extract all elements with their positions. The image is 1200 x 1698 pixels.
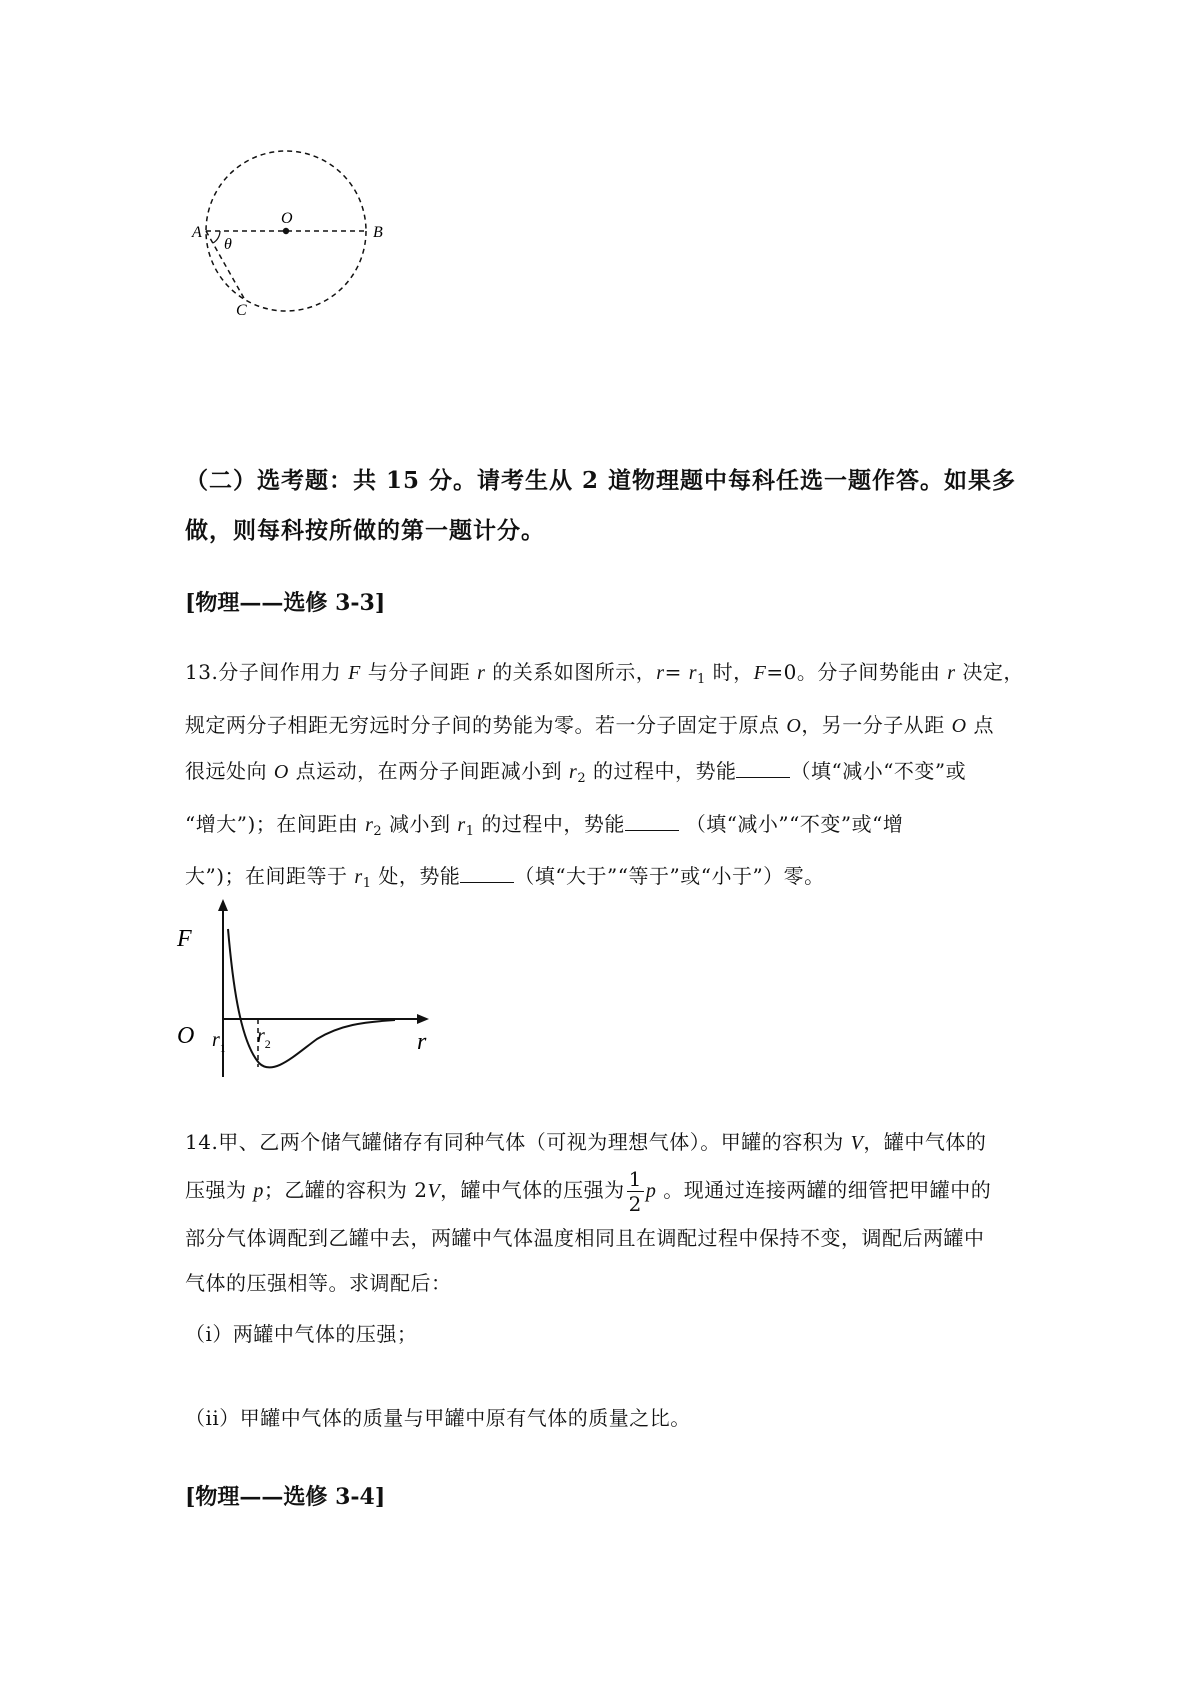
section-heading-line1: （二）选考题：共 15 分。请考生从 2 道物理题中每科任选一题作答。如果多	[185, 467, 1017, 494]
y-axis-arrow	[218, 899, 228, 911]
q14-line1: 14.甲、乙两个储气罐储存有同种气体（可视为理想气体）。甲罐的容积为 V，罐中气体的	[185, 1130, 987, 1154]
answer-blank-2	[625, 812, 679, 831]
q13-line1: 13.分子间作用力 F 与分子间距 r 的关系如图所示，$r= r_1$ 时，F=0。分子间势能由 r 决定，	[185, 660, 1024, 687]
label-r1: $r_1$	[212, 1029, 226, 1055]
label-theta: θ	[224, 236, 232, 253]
label-B: B	[373, 224, 383, 241]
q14-line4: 气体的压强相等。求调配后：	[185, 1271, 452, 1295]
center-point	[283, 228, 289, 234]
q13-line4: “增大”)；在间距由 $r_2$ 减小到 $r_1$ 的过程中，势能 （填“减小”“不变”或“增	[185, 811, 904, 839]
label-O: O	[281, 210, 293, 227]
q14-part-i: （i）两罐中气体的压强；	[185, 1322, 418, 1346]
circle-figure	[190, 145, 430, 350]
section-heading	[185, 456, 1065, 556]
q13-line5: 大”)；在间距等于 $r_1$ 处，势能 （填“大于”“等于”或“小于”）零。	[185, 864, 825, 891]
q14-line2: 压强为 p；乙罐的容积为 2V，罐中气体的压强为 $\frac{1}{2}$ p 。现通过连接两罐的细管把甲罐中的	[185, 1166, 992, 1216]
q14-line3: 部分气体调配到乙罐中去，两罐中气体温度相同且在调配过程中保持不变，调配后两罐中	[185, 1225, 985, 1250]
q14-part-ii: （ii）甲罐中气体的质量与甲罐中原有气体的质量之比。	[185, 1406, 691, 1430]
label-F: F	[177, 926, 192, 952]
answer-blank-1	[736, 759, 790, 778]
q13-line3: 很远处向 O 点运动，在两分子间距减小到 $r_2$ 的过程中，势能 （填“减小“不变”或	[185, 759, 967, 786]
question-13	[185, 650, 1025, 907]
x-axis-arrow	[417, 1014, 429, 1024]
fraction-one-half: $\frac{1}{2}$	[628, 1166, 642, 1216]
section-heading-line2: 做，则每科按所做的第一题计分。	[185, 517, 545, 544]
label-A: A	[192, 224, 202, 241]
force-curve	[228, 929, 395, 1067]
theta-arc	[213, 231, 220, 243]
section-34-title: [物理——选修 3-4]	[185, 1484, 386, 1510]
answer-blank-3	[460, 864, 514, 883]
force-distance-graph	[177, 895, 440, 1080]
label-r2: $r_2$	[257, 1025, 271, 1051]
label-origin: O	[177, 1023, 195, 1049]
label-r-axis: r	[417, 1029, 427, 1055]
q13-line2: 规定两分子相距无穷远时分子间的势能为零。若一分子固定于原点 O，另一分子从距 O 点	[185, 712, 994, 737]
label-C: C	[236, 302, 247, 319]
question-14	[185, 1120, 1025, 1307]
section-33-title: [物理——选修 3-3]	[185, 590, 386, 616]
